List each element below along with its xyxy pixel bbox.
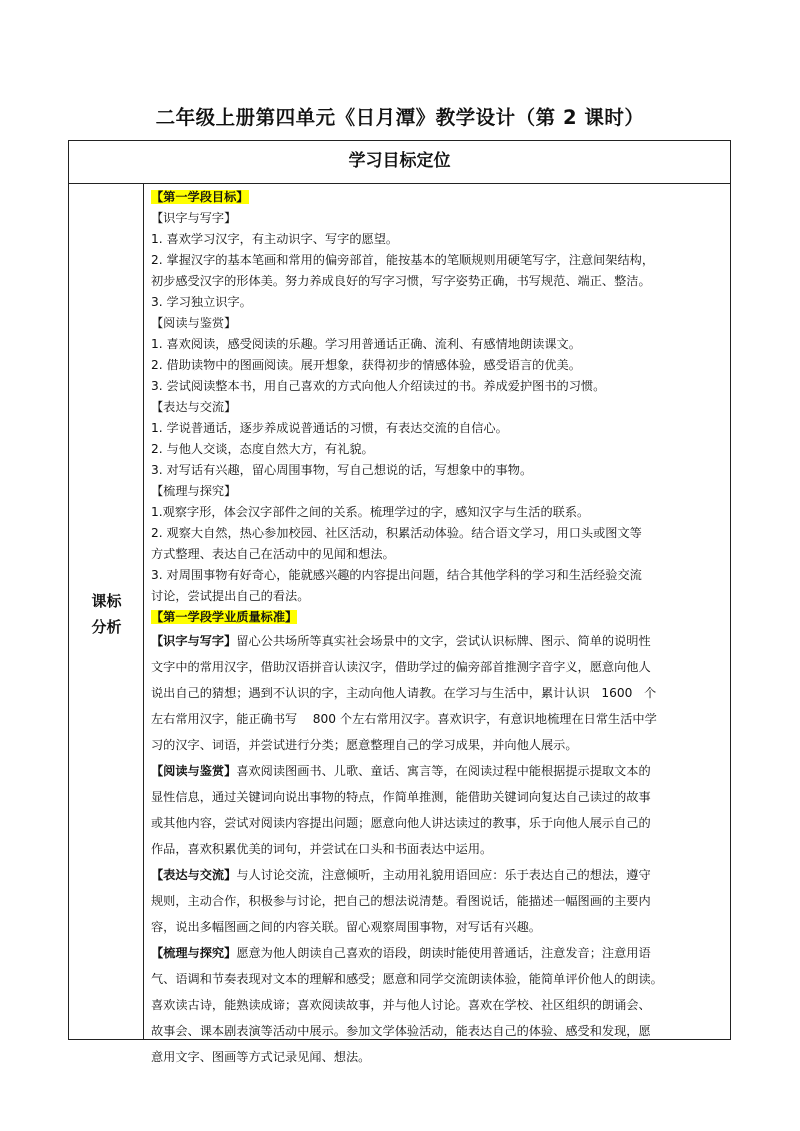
literacy-line: 1. 喜欢学习汉字，有主动识字、写字的愿望。 [151,232,399,246]
section-header: 学习目标定位 [69,141,730,184]
side-label-line1: 课标 [91,592,122,610]
literacy-line: 2. 掌握汉字的基本笔画和常用的偏旁部首，能按基本的笔顺规则用硬笔写字，注意间架结构， [151,253,655,267]
side-label-cell [69,184,144,1039]
quality-expression-tag: 【表达与交流】 [151,868,237,882]
exploration-line: 3. 对周围事物有好奇心，能就感兴趣的内容提出问题，结合其他学科的学习和生活经验交流 [151,568,642,582]
exploration-line: 方式整理、表达自己在活动中的见闻和想法。 [151,547,395,561]
quality-literacy [151,628,725,758]
quality-literacy-text: 习的汉字、词语，并尝试进行分类；愿意整理自己的学习成果，并向他人展示。 [151,738,578,752]
expression-heading: 【表达与交流】 [151,400,237,414]
quality-exploration-tag: 【梳理与探究】 [151,946,237,960]
expression-line: 3. 对写话有兴趣，留心周围事物，写自己想说的话，写想象中的事物。 [151,463,533,477]
quality-literacy-text: 说出自己的猜想；遇到不认识的字，主动向他人请教。在学习与生活中，累计认识 1600 个 [151,686,657,700]
quality-exploration-text: 故事会、课本剧表演等活动中展示。参加文学体验活动，能表达自己的体验、感受和发现，愿 [151,1024,651,1038]
literacy-heading: 【识字与写字】 [151,211,237,225]
literacy-line: 3. 学习独立识字。 [151,295,252,309]
quality-expression-text: 规则，主动合作，积极参与讨论，把自己的想法说清楚。看图说话，能描述一幅图画的主要内 [151,894,651,908]
quality-reading [151,758,725,862]
expression-line: 2. 与他人交谈，态度自然大方，有礼貌。 [151,442,374,456]
goals-heading: 【第一学段目标】 [151,190,249,204]
quality-expression [151,862,725,940]
quality-literacy-text: 留心公共场所等真实社会场景中的文字，尝试认识标牌、图示、简单的说明性 [236,634,651,648]
exploration-line: 2. 观察大自然，热心参加校园、社区活动，积累活动体验。结合语文学习，用口头或图文等 [151,526,642,540]
reading-line: 1. 喜欢阅读，感受阅读的乐趣。学习用普通话正确、流利、有感情地朗读课文。 [151,337,581,351]
quality-exploration-text: 愿意为他人朗读自己喜欢的语段，朗读时能使用普通话，注意发音；注意用语 [236,946,651,960]
lesson-table [68,140,731,1064]
quality-expression-text: 容，说出多幅图画之间的内容关联。留心观察周围事物，对写话有兴趣。 [151,920,541,934]
side-label-line2: 分析 [91,618,122,636]
quality-literacy-text: 左右常用汉字，能正确书写 800 个左右常用汉字。喜欢识字，有意识地梳理在日常生活中学 [151,712,657,726]
reading-heading: 【阅读与鉴赏】 [151,316,237,330]
quality-exploration [151,940,725,1070]
content-cell [151,187,725,1070]
quality-reading-text: 喜欢阅读图画书、儿歌、童话、寓言等，在阅读过程中能根据提示提取文本的 [236,764,651,778]
exploration-heading: 【梳理与探究】 [151,484,237,498]
quality-reading-text: 作品，喜欢积累优美的词句，并尝试在口头和书面表达中运用。 [151,842,493,856]
quality-expression-text: 与人讨论交流，注意倾听，主动用礼貌用语回应：乐于表达自己的想法，遵守 [236,868,651,882]
quality-reading-tag: 【阅读与鉴赏】 [151,764,237,778]
quality-reading-text: 或其他内容，尝试对阅读内容提出问题；愿意向他人讲达读过的教事，乐于向他人展示自己的 [151,816,651,830]
quality-literacy-text: 文字中的常用汉字，借助汉语拼音认读汉字，借助学过的偏旁部首推测字音字义，愿意向他人 [151,660,651,674]
quality-exploration-text: 意用文字、图画等方式记录见闻、想法。 [151,1050,371,1064]
quality-exploration-text: 气、语调和节奏表现对文本的理解和感受；愿意和同学交流朗读体验，能简单评价他人的朗读。 [151,972,663,986]
document-title: 二年级上册第四单元《日月潭》教学设计（第 2 课时） [155,106,645,129]
quality-exploration-text: 喜欢读古诗，能熟读成谛；喜欢阅读故事，并与他人讨论。喜欢在学校、社区组织的朗诵会、 [151,998,651,1012]
literacy-line: 初步感受汉字的形体美。努力养成良好的写字习惯，写字姿势正确，书写规范、端正、整洁。 [151,274,651,288]
quality-reading-text: 显性信息，通过关键词向说出事物的特点，作简单推测，能借助关键词向复达自己读过的故事 [151,790,651,804]
quality-literacy-tag: 【识字与写字】 [151,634,237,648]
expression-line: 1. 学说普通话，逐步养成说普通话的习惯，有表达交流的自信心。 [151,421,508,435]
reading-line: 2. 借助读物中的图画阅读。展开想象，获得初步的情感体验，感受语言的优美。 [151,358,581,372]
reading-line: 3. 尝试阅读整本书，用自己喜欢的方式向他人介绍读过的书。养成爱护图书的习惯。 [151,379,606,393]
side-label [69,588,144,640]
quality-heading: 【第一学段学业质量标准】 [151,610,298,624]
exploration-line: 讨论，尝试提出自己的看法。 [151,589,310,603]
exploration-line: 1.观察字形，体会汉字部件之间的关系。梳理学过的字，感知汉字与生活的联系。 [151,505,590,519]
